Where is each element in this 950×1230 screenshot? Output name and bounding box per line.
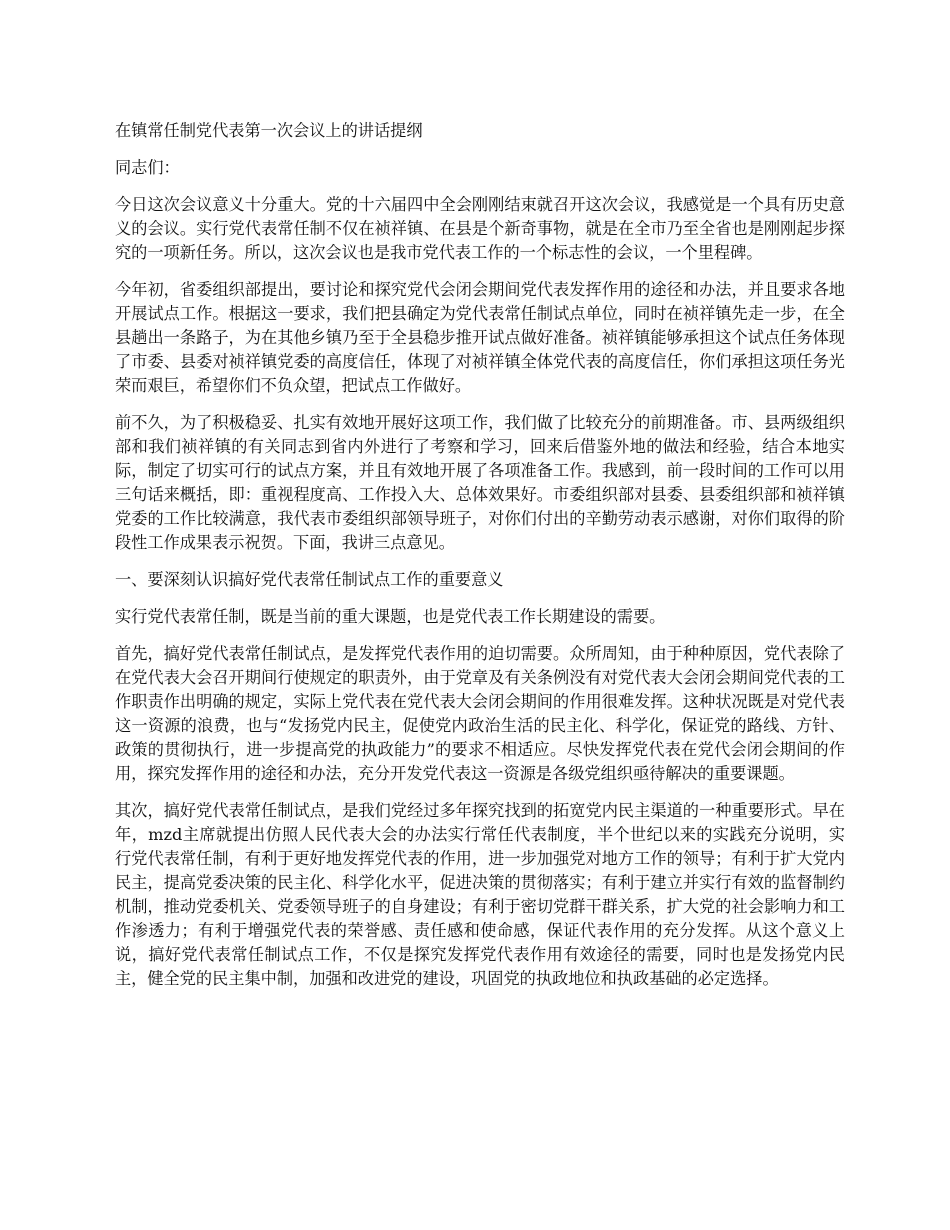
paragraph-intro: 今日这次会议意义十分重大。党的十六届四中全会刚刚结束就召开这次会议，我感觉是一个具有历史意义的会议。实行党代表常任制不仅在祯祥镇、在县是个新奇事物，就是在全市乃至全省也是刚刚起步探究的一项新任务。所以，这次会议也是我市党代表工作的一个标志性的会议，一个里程碑。 [115, 195, 845, 262]
paragraph-section-lead: 实行党代表常任制，既是当前的重大课题，也是党代表工作长期建设的需要。 [115, 607, 666, 626]
paragraph-first-point: 首先，搞好党代表常任制试点，是发挥党代表作用的迫切需要。众所周知，由于种种原因，党代表除了在党代表大会召开期间行使规定的职责外，由于党章及有关条例没有对党代表大会闭会期间党代表的工作职责作出明确的规定，实际上党代表在党代表大会闭会期间的作用很难发挥。这种状况既是对党代表这一资源的浪费，也与“发扬党内民主，促使党内政治生活的民主化、科学化，保证党的路线、方针、政策的贯彻执行，进一步提高党的执政能力”的要求不相适应。尽快发挥党代表在党代会闭会期间的作用，探究发挥作用的途径和办法，充分开发党代表这一资源是各级党组织亟待解决的重要课题。 [115, 644, 845, 783]
paragraph-preparation: 前不久，为了积极稳妥、扎实有效地开展好这项工作，我们做了比较充分的前期准备。市、县两级组织部和我们祯祥镇的有关同志到省内外进行了考察和学习，回来后借鉴外地的做法和经验，结合本地实际，制定了切实可行的试点方案，并且有效地开展了各项准备工作。我感到，前一段时间的工作可以用三句话来概括，即：重视程度高、工作投入大、总体效果好。市委组织部对县委、县委组织部和祯祥镇党委的工作比较满意，我代表市委组织部领导班子，对你们付出的辛勤劳动表示感谢，对你们取得的阶段性工作成果表示祝贺。下面，我讲三点意见。 [115, 413, 845, 552]
document-title: 在镇常任制党代表第一次会议上的讲话提纲 [115, 121, 423, 140]
paragraph-second-point: 其次，搞好党代表常任制试点，是我们党经过多年探究找到的拓宽党内民主渠道的一种重要形式。早在年，mzd主席就提出仿照人民代表大会的办法实行常任代表制度，半个世纪以来的实践充分说明，实行党代表常任制，有利于更好地发挥党代表的作用，进一步加强党对地方工作的领导；有利于扩大党内民主，提高党委决策的民主化、科学化水平，促进决策的贯彻落实；有利于建立并实行有效的监督制约机制，推动党委机关、党委领导班子的自身建设；有利于密切党群干群关系，扩大党的社会影响力和工作渗透力；有利于增强党代表的荣誉感、责任感和使命感，保证代表作用的充分发挥。从这个意义上说，搞好党代表常任制试点工作，不仅是探究发挥党代表作用有效途径的需要，同时也是发扬党内民主，健全党的民主集中制，加强和改进党的建设，巩固党的执政地位和执政基础的必定选择。 [115, 801, 845, 988]
paragraph-background: 今年初，省委组织部提出，要讨论和探究党代会闭会期间党代表发挥作用的途径和办法，并且要求各地开展试点工作。根据这一要求，我们把县确定为党代表常任制试点单位，同时在祯祥镇先走一步，在全县趟出一条路子，为在其他乡镇乃至于全县稳步推开试点做好准备。祯祥镇能够承担这个试点任务体现了市委、县委对祯祥镇党委的高度信任，体现了对祯祥镇全体党代表的高度信任，你们承担这项任务光荣而艰巨，希望你们不负众望，把试点工作做好。 [115, 280, 845, 395]
document-page [115, 119, 845, 1004]
salutation: 同志们： [115, 158, 180, 177]
section-heading-1: 一、要深刻认识搞好党代表常任制试点工作的重要意义 [115, 570, 504, 589]
